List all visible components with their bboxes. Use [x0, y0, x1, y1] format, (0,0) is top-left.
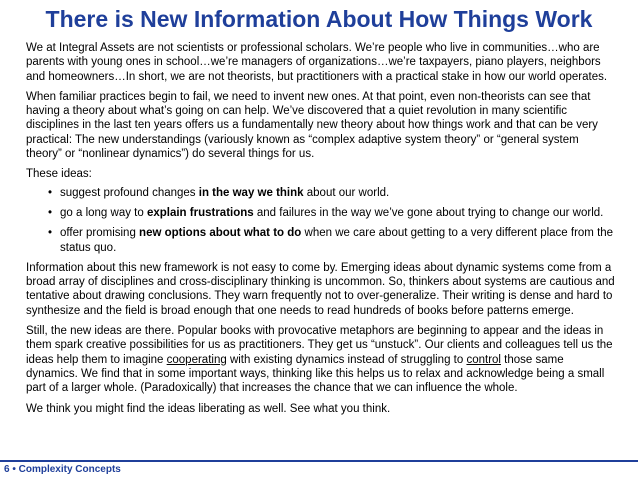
bullet-emphasis: in the way we think — [198, 186, 304, 199]
paragraph-closing: We think you might find the ideas liberating as well. See what you think. — [26, 402, 391, 415]
underlined-cooperating: cooperating — [166, 353, 227, 366]
bullet-emphasis: explain frustrations — [146, 206, 254, 219]
bullet-emphasis: new options about what to do — [139, 227, 302, 240]
slide-footer: 6 • Complexity Concepts — [4, 464, 121, 475]
bullet-item: • go a long way to explain frustrations and failures in the way we’ve gone about trying to change our world. — [48, 206, 604, 219]
bullet-icon: • — [48, 186, 53, 199]
underlined-control: control — [466, 353, 501, 366]
footer-divider — [0, 460, 638, 462]
slide-body — [26, 41, 616, 422]
paragraph-these-ideas: These ideas: — [26, 168, 92, 181]
bullet-icon: • — [48, 206, 53, 219]
bullet-icon: • — [48, 227, 53, 240]
bullet-item: • offer promising new options about what to do when we care about getting to a very different place from the status quo. — [48, 227, 614, 254]
ideas-bullet-list — [26, 186, 616, 255]
slide-title: There is New Information About How Things Work — [45, 6, 593, 32]
paragraph-still: Still, the new ideas are there. Popular books with provocative metaphors are beginning to appear and the ideas in them spark creative possibilities for us as practitioners. They get us “unstuck”. Our clients and colleagues tell us the ideas help them to imagine cooperating with existing dynamics instead of struggling to control those same dynamics. We find that in some important ways, thinking like this helps us to relax and acknowledge being a small part of a larger whole. (Paradoxically) that increases the chance that we can influence the whole. — [26, 325, 613, 395]
paragraph-theory: When familiar practices begin to fail, we need to invent new ones. At that point, even non-theorists can see that having a theory about what’s going on can help. We’ve discovered that a quiet revolution in many scientific disciplines in the last ten years offers us a fundamentally new theory about how things work and that can be very practical: The new understandings (variously known as “complex adaptive system theory” or “general system theory” or “nonlinear dynamics”) do several things for us. — [26, 90, 598, 161]
paragraph-intro: We at Integral Assets are not scientists or professional scholars. We’re people who live in communities…who are parents with young ones in school…we’re managers of organizations…we’re taxpayers, piano players, neighbors and homeowners…In short, we are not theorists, but practitioners with a practical stake in how our world operates. — [26, 42, 608, 83]
paragraph-framework: Information about this new framework is not easy to come by. Emerging ideas about dynamic systems come from a broad array of disciplines and cross-disciplinary thinking is uncommon. So, thinkers about systems are cautious and tentative about drawing conclusions. They warn frequently not to over-generalize. Their writing is dense and hard to synthesize and the field is broad enough that one needs to read hundreds of books before patterns emerge. — [26, 261, 615, 317]
bullet-item: • suggest profound changes in the way we think about our world. — [48, 186, 390, 199]
